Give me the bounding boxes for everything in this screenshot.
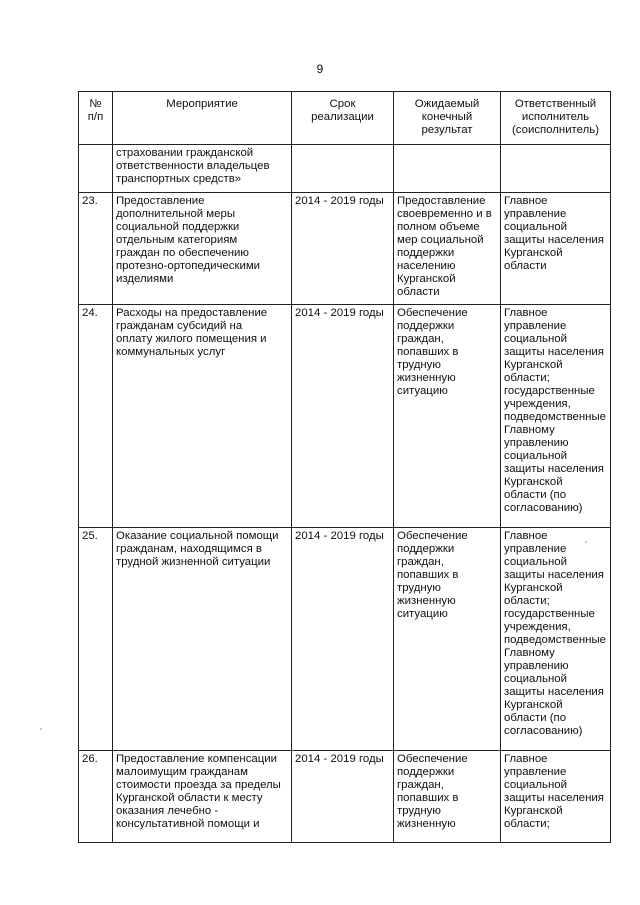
row-num: 23.: [79, 193, 113, 305]
measures-table: [78, 91, 611, 843]
row-executor: Главное управление социальной защиты населения Курганской области: [501, 193, 611, 305]
row-period: [292, 145, 394, 193]
row-period: 2014 - 2019 годы: [292, 193, 394, 305]
row-period: 2014 - 2019 годы: [292, 305, 394, 528]
row-period: 2014 - 2019 годы: [292, 751, 394, 843]
table-row: [79, 145, 611, 193]
row-period: 2014 - 2019 годы: [292, 528, 394, 751]
scan-speck: [585, 541, 587, 543]
row-result: Предоставление своевременно и в полном объеме мер социальной поддержки населению Курганской области: [394, 193, 501, 305]
header-num: № п/п: [79, 92, 113, 145]
row-measure: страховании гражданской ответственности владельцев транспортных средств»: [113, 145, 292, 193]
table-row: [79, 305, 611, 528]
row-num: 24.: [79, 305, 113, 528]
row-num: 26.: [79, 751, 113, 843]
row-executor: [501, 145, 611, 193]
row-measure: Предоставление компенсации малоимущим гражданам стоимости проезда за пределы Курганской области к месту оказания лечебно - консультативной помощи и: [113, 751, 292, 843]
row-num: [79, 145, 113, 193]
row-measure: Оказание социальной помощи гражданам, находящимся в трудной жизненной ситуации: [113, 528, 292, 751]
table-row: [79, 528, 611, 751]
row-result: Обеспечение поддержки граждан, попавших в трудную жизненную ситуацию: [394, 528, 501, 751]
row-executor: Главное управление социальной защиты населения Курганской области; государственные учреждения, подведомственные Главному управлению социальной защиты населения Курганской области (по согласованию): [501, 305, 611, 528]
header-result: Ожидаемый конечный результат: [394, 92, 501, 145]
header-measure: Мероприятие: [113, 92, 292, 145]
row-measure: Расходы на предоставление гражданам субсидий на оплату жилого помещения и коммунальных услуг: [113, 305, 292, 528]
row-executor: Главное управление социальной защиты населения Курганской области; государственные учреждения, подведомственные Главному управлению социальной защиты населения Курганской области (по согласованию): [501, 528, 611, 751]
header-executor: Ответственный исполнитель (соисполнитель): [501, 92, 611, 145]
row-result: [394, 145, 501, 193]
table-row: [79, 751, 611, 843]
table-header-row: [79, 92, 611, 145]
header-period: Срок реализации: [292, 92, 394, 145]
row-num: 25.: [79, 528, 113, 751]
page-number: 9: [316, 62, 324, 76]
row-result: Обеспечение поддержки граждан, попавших в трудную жизненную ситуацию: [394, 305, 501, 528]
scan-speck: [40, 728, 42, 730]
row-measure: Предоставление дополнительной меры социальной поддержки отдельным категориям граждан по обеспечению протезно-ортопедическими изделиями: [113, 193, 292, 305]
table-row: [79, 193, 611, 305]
row-executor: Главное управление социальной защиты населения Курганской области;: [501, 751, 611, 843]
row-result: Обеспечение поддержки граждан, попавших в трудную жизненную: [394, 751, 501, 843]
